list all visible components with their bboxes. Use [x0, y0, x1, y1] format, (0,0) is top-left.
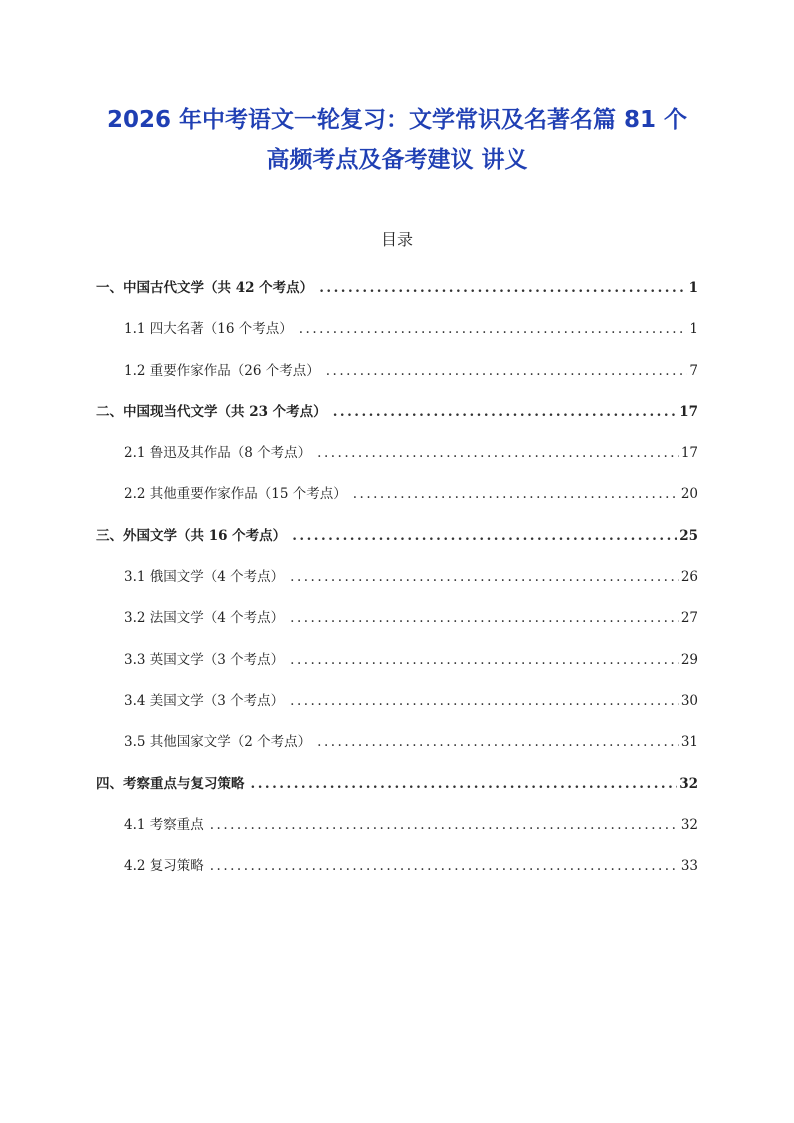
toc-heading: 目录 — [380, 230, 413, 249]
toc-dot-leader — [210, 813, 679, 837]
toc-entry-page-number: 29 — [680, 651, 698, 668]
toc-entry-subsection[interactable] — [96, 648, 698, 689]
toc-entry-subsection[interactable] — [96, 689, 698, 730]
toc-entry-label: 4.1 考察重点 — [124, 816, 204, 833]
toc-entry-label: 1.1 四大名著（16 个考点） — [124, 321, 293, 338]
toc-entry-page-number: 1 — [689, 321, 698, 338]
toc-entry-page-number: 33 — [680, 858, 698, 875]
toc-entry-subsection[interactable] — [96, 854, 698, 895]
toc-entry-page-number: 20 — [680, 486, 698, 503]
toc-entry-label: 1.2 重要作家作品（26 个考点） — [124, 362, 320, 379]
toc-entry-page-number: 17 — [679, 403, 698, 420]
toc-dot-leader — [292, 524, 677, 548]
toc-dot-leader — [210, 854, 679, 878]
toc-entry-label: 一、中国古代文学（共 42 个考点） — [96, 280, 314, 296]
toc-entry-page-number: 31 — [680, 734, 698, 751]
toc-entry-subsection[interactable] — [96, 441, 698, 482]
toc-entry-page-number: 32 — [679, 775, 698, 792]
toc-entry-page-number: 17 — [680, 445, 698, 462]
toc-dot-leader — [290, 689, 679, 713]
document-title-line-2: 高频考点及备考建议 讲义 — [266, 147, 528, 173]
toc-entry-label: 3.4 美国文学（3 个考点） — [124, 692, 285, 709]
toc-entry-label: 三、外国文学（共 16 个考点） — [96, 527, 287, 544]
toc-entry-subsection[interactable] — [96, 359, 698, 400]
toc-entry-page-number: 26 — [680, 569, 698, 586]
toc-dot-leader — [290, 648, 679, 672]
toc-entry-page-number: 25 — [679, 527, 698, 544]
toc-dot-leader — [353, 482, 679, 506]
toc-entry-subsection[interactable] — [96, 606, 698, 647]
toc-dot-leader — [290, 565, 679, 589]
toc-dot-leader — [290, 606, 679, 630]
toc-dot-leader — [326, 359, 688, 383]
toc-dot-leader — [299, 317, 688, 341]
toc-entry-page-number: 27 — [680, 610, 698, 627]
toc-entry-subsection[interactable] — [96, 482, 698, 523]
document-title-line-1: 2026 年中考语文一轮复习：文学常识及名著名篇 81 个 — [106, 107, 688, 133]
toc-entry-label: 4.2 复习策略 — [124, 858, 204, 875]
toc-entry-label: 3.3 英国文学（3 个考点） — [124, 651, 285, 668]
toc-dot-leader — [319, 276, 686, 300]
toc-entry-page-number: 32 — [680, 816, 698, 833]
toc-entry-subsection[interactable] — [96, 317, 698, 358]
toc-entry-section[interactable] — [96, 400, 698, 441]
toc-entry-page-number: 30 — [680, 692, 698, 709]
toc-entry-subsection[interactable] — [96, 730, 698, 771]
toc-entry-section[interactable] — [96, 772, 698, 813]
toc-entry-label: 2.2 其他重要作家作品（15 个考点） — [124, 486, 347, 503]
toc-entry-section[interactable] — [96, 524, 698, 565]
toc-entry-label: 四、考察重点与复习策略 — [96, 775, 245, 792]
toc-entry-label: 3.1 俄国文学（4 个考点） — [124, 569, 285, 586]
toc-entry-subsection[interactable] — [96, 813, 698, 854]
toc-dot-leader — [317, 730, 679, 754]
toc-entry-page-number: 7 — [689, 362, 698, 379]
toc-entry-label: 二、中国现当代文学（共 23 个考点） — [96, 403, 327, 420]
toc-entry-page-number: 1 — [688, 280, 698, 296]
toc-entry-section[interactable] — [96, 276, 698, 317]
toc-entry-label: 3.5 其他国家文学（2 个考点） — [124, 734, 312, 751]
toc-entry-subsection[interactable] — [96, 565, 698, 606]
toc-entry-label: 3.2 法国文学（4 个考点） — [124, 610, 285, 627]
toc-dot-leader — [251, 772, 678, 796]
table-of-contents — [96, 276, 698, 895]
toc-dot-leader — [333, 400, 678, 424]
toc-dot-leader — [317, 441, 679, 465]
document-title — [60, 100, 734, 180]
toc-entry-label: 2.1 鲁迅及其作品（8 个考点） — [124, 445, 312, 462]
